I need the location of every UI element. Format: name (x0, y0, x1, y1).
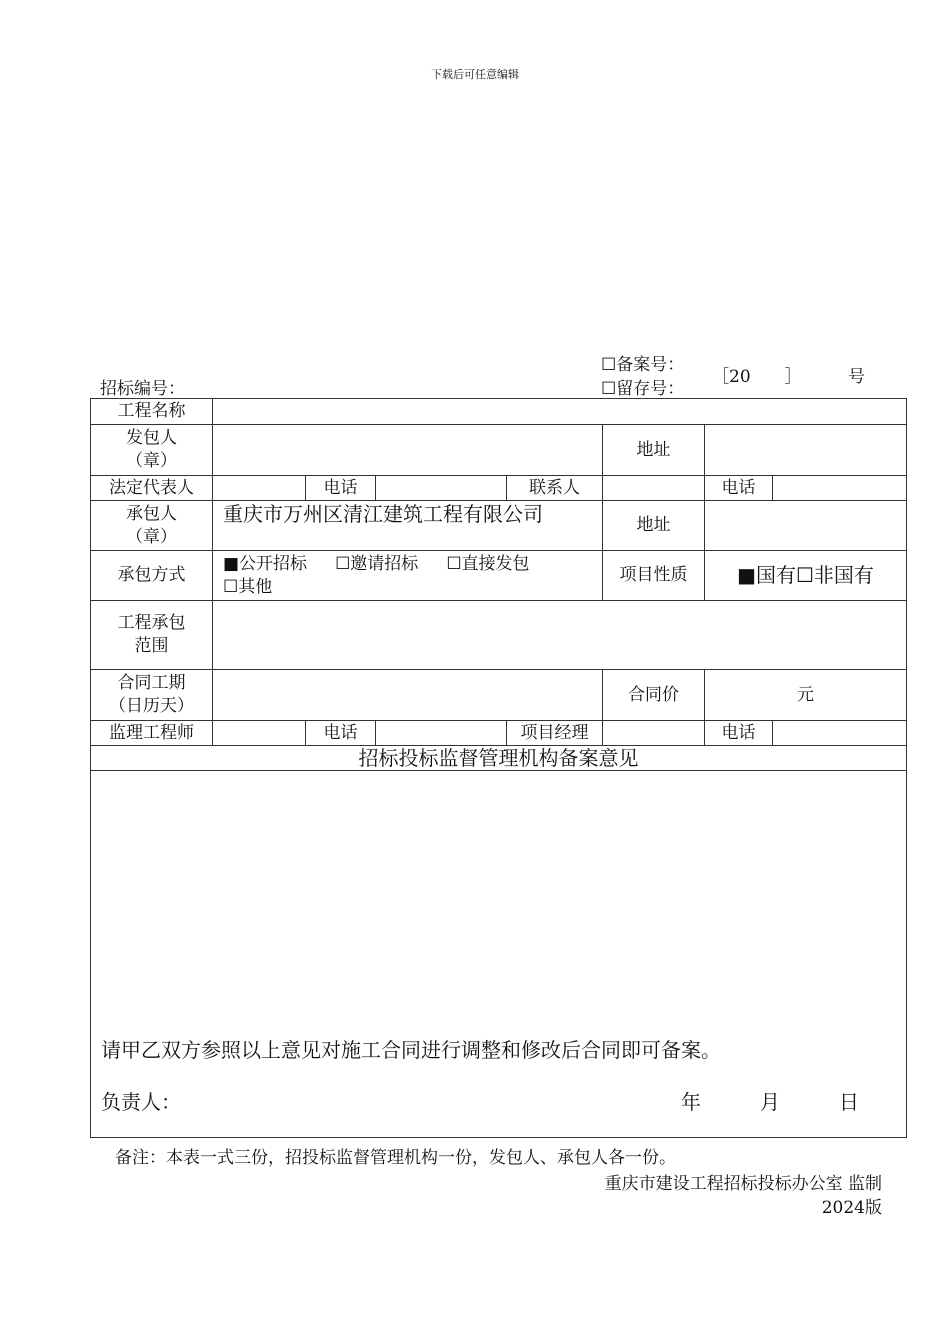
period-label-line1: 合同工期 (117, 673, 186, 693)
year-label: 年 (681, 1090, 701, 1114)
employer-label (91, 425, 213, 476)
contractor-label-line1: 承包人 (126, 503, 177, 524)
supervisor-phone-value (376, 721, 507, 746)
employer-address-label: 地址 (603, 425, 705, 476)
row-employer (91, 425, 907, 476)
contractor-value: 重庆市万州区清江建筑工程有限公司 (213, 501, 603, 551)
employer-label-line1: 发包人 (126, 428, 177, 448)
signer-label: 负责人： (101, 1090, 181, 1114)
row-contractor (91, 501, 907, 551)
legal-rep-label: 法定代表人 (91, 476, 213, 501)
supervisor-phone-label: 电话 (306, 721, 376, 746)
footer-note: 备注：本表一式三份，招投标监督管理机构一份，发包人、承包人各一份。 (115, 1148, 676, 1168)
contact-phone-value (773, 476, 907, 501)
pm-phone-label: 电话 (705, 721, 773, 746)
pm-phone-value (773, 721, 907, 746)
period-value (213, 670, 603, 721)
project-manager-value (603, 721, 705, 746)
row-contract-period (91, 670, 907, 721)
contract-price-label: 合同价 (603, 670, 705, 721)
contractor-address-value (705, 501, 907, 551)
option-other[interactable]: ☐其他 (223, 576, 273, 597)
period-label (91, 670, 213, 721)
contact-value (603, 476, 705, 501)
option-direct-award[interactable]: ☐直接发包 (446, 553, 530, 574)
contractor-address-label: 地址 (603, 501, 705, 551)
opinion-title: 招标投标监督管理机构备案意见 (91, 746, 907, 771)
row-supervisor (91, 721, 907, 746)
row-opinion-title (91, 746, 907, 771)
employer-label-line2: （章） (126, 451, 177, 471)
supervisor-label: 监理工程师 (91, 721, 213, 746)
option-public-tender[interactable]: ■公开招标 (223, 553, 308, 574)
day-label: 日 (839, 1090, 859, 1114)
row-contract-method (91, 551, 907, 601)
opinion-cell (91, 771, 907, 1138)
row-project-name (91, 399, 907, 425)
record-number-label: ☐备案号： (601, 355, 685, 375)
scope-label-line2: 范围 (134, 636, 169, 656)
project-nature-value[interactable]: ■国有☐非国有 (705, 551, 907, 601)
row-opinion (91, 771, 907, 1138)
legal-rep-phone-label: 电话 (306, 476, 376, 501)
contract-method-label: 承包方式 (91, 551, 213, 601)
contact-label: 联系人 (507, 476, 603, 501)
contract-price-unit: 元 (705, 670, 907, 721)
contact-phone-label: 电话 (705, 476, 773, 501)
contractor-label-line2: （章） (126, 526, 177, 547)
download-note: 下载后可任意编辑 (431, 68, 519, 81)
scope-label (91, 601, 213, 670)
legal-rep-phone-value (376, 476, 507, 501)
project-manager-label: 项目经理 (507, 721, 603, 746)
opinion-text: 请甲乙双方参照以上意见对施工合同进行调整和修改后合同即可备案。 (101, 1038, 721, 1062)
scope-value (213, 601, 907, 670)
bid-number-label: 招标编号： (100, 379, 185, 399)
period-label-line2: （日历天） (109, 696, 194, 716)
filing-form-table (90, 398, 907, 1138)
employer-value (213, 425, 603, 476)
retain-number-label: ☐留存号： (601, 379, 685, 399)
project-name-label: 工程名称 (91, 399, 213, 425)
contract-method-options (213, 551, 603, 601)
option-invited-tender[interactable]: ☐邀请招标 (335, 553, 419, 574)
month-label: 月 (760, 1090, 780, 1114)
scope-label-line1: 工程承包 (117, 613, 186, 633)
footer-edition: 2024版 (821, 1198, 882, 1218)
project-name-value (213, 399, 907, 425)
legal-rep-value (213, 476, 306, 501)
number-suffix: 号 (848, 367, 865, 387)
footer-issuer: 重庆市建设工程招标投标办公室 监制 (604, 1174, 882, 1194)
contractor-label (91, 501, 213, 551)
project-nature-label: 项目性质 (603, 551, 705, 601)
supervisor-value (213, 721, 306, 746)
employer-address-value (705, 425, 907, 476)
row-scope (91, 601, 907, 670)
year-bracket: ［20 ］ (712, 367, 802, 387)
row-legal-rep (91, 476, 907, 501)
